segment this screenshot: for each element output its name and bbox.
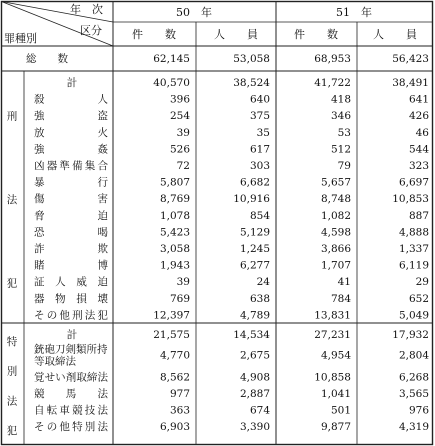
table-cell-value: 24 [256,276,270,289]
table-cell-value: 72 [176,160,190,172]
row-label: 計 [66,77,78,89]
table-cell-value: 854 [249,209,270,222]
table-cell-value: 303 [249,160,270,172]
side-category-label: 別 [6,365,18,378]
row-label: 殺 人 [34,93,108,106]
table-cell-value: 13,831 [314,309,351,322]
row-label: その他特別法 [34,421,108,434]
side-category-label: 犯 [6,425,18,438]
table-cell-value: 641 [408,93,429,106]
table-cell-value: 254 [169,110,190,123]
year-1-header: 50 年 [176,6,212,19]
total-label: 総 数 [26,53,68,65]
row-label: 恐 喝 [34,226,108,239]
row-label: 競 馬 法 [34,387,108,400]
table-cell-value: 396 [169,93,190,106]
table-cell-value: 2,804 [398,349,429,362]
side-category-label: 犯 [6,277,18,290]
table-cell-value: 6,697 [398,176,429,189]
table-cell-value: 29 [415,276,429,289]
table-cell-value: 1,943 [159,259,190,272]
corner-year-label: 年 次 [70,3,103,16]
row-label: 脅 迫 [34,209,108,222]
table-cell-value: 4,770 [159,349,190,362]
row-label: 強 姦 [34,143,108,156]
table-cell-value: 10,858 [314,371,351,384]
year-2-header: 51 年 [336,6,372,19]
table-cell-value: 39 [176,126,190,139]
table-cell-value: 5,423 [159,226,190,239]
table-cell-value: 12,397 [153,309,190,322]
table-cell-value: 5,049 [398,309,429,322]
table-cell-value: 6,119 [398,259,429,272]
table-cell-value: 1,337 [398,243,429,255]
row-label: 器物損壊 [34,292,108,305]
table-cell-value: 3,866 [320,243,351,255]
row-label: 証人威迫 [34,276,108,289]
row-label: 凶器準備集合 [34,160,108,172]
table-cell-value: 21,575 [153,329,190,341]
table-cell-value: 501 [330,404,351,417]
table-cell-value: 4,954 [320,349,351,362]
row-label: 強 盗 [34,110,108,123]
side-category-label: 刑 [6,110,18,123]
table-cell-value: 4,598 [320,226,351,239]
table-cell-value: 8,562 [159,371,190,384]
row-label: 等取締法 [34,355,76,368]
table-cell-value: 2,887 [239,387,270,400]
table-cell-value: 640 [249,93,270,106]
table-cell-value: 35 [256,126,270,139]
table-cell-value: 375 [249,110,270,123]
table-cell-value: 887 [408,209,429,222]
table-cell-value: 512 [330,143,351,156]
table-cell-value: 1,041 [320,387,351,400]
table-cell-value: 652 [408,292,429,305]
table-cell-value: 53 [337,126,351,139]
corner-category-label: 区分 [80,24,102,37]
table-cell-value: 6,268 [398,371,429,384]
table-cell-value: 3,565 [398,387,429,400]
table-cell-value: 976 [408,404,429,417]
row-label: 銃砲刀剣類所持 [34,343,108,356]
table-cell-value: 418 [330,93,351,106]
table-cell-value: 323 [408,160,429,172]
row-label: 詐 欺 [34,243,108,255]
table-cell-value: 1,245 [239,243,270,255]
row-label: 放 火 [34,126,108,139]
table-cell-value: 674 [249,404,270,417]
table-cell-value: 1,082 [320,209,351,222]
year-1-cases-header: 件 数 [132,28,176,41]
corner-crime-type-label: 罪種別 [4,32,37,45]
table-cell-value: 41 [337,276,351,289]
table-cell-value: 784 [330,292,351,305]
table-cell-value: 363 [169,404,190,417]
table-cell-value: 6,682 [239,176,270,189]
table-cell-value: 41,722 [314,77,351,89]
table-cell-value: 38,491 [392,77,429,89]
table-cell-value: 6,903 [159,421,190,434]
side-category-label: 法 [6,194,18,206]
table-cell-value: 5,129 [239,226,270,239]
table-cell-value: 9,877 [320,421,351,434]
table-cell-value: 5,657 [320,176,351,189]
table-cell-value: 544 [408,143,429,156]
total-value: 68,953 [314,53,351,65]
table-cell-value: 426 [408,110,429,123]
table-cell-value: 8,748 [320,193,351,206]
table-cell-value: 769 [169,292,190,305]
table-cell-value: 10,853 [392,193,429,206]
table-cell-value: 38,524 [233,77,270,89]
table-cell-value: 638 [249,292,270,305]
row-label: その他刑法犯 [34,309,108,322]
side-category-label: 法 [6,395,18,408]
table-cell-value: 1,078 [159,209,190,222]
year-2-persons-header: 人 員 [373,28,417,41]
table-cell-value: 5,807 [159,176,190,189]
table-cell-value: 10,916 [233,193,270,206]
table-cell-value: 46 [415,126,429,139]
table-cell-value: 4,908 [239,371,270,384]
table-cell-value: 1,707 [320,259,351,272]
table-cell-value: 14,534 [233,329,270,341]
row-label: 覚せい剤取締法 [34,371,108,384]
table-cell-value: 17,932 [392,329,429,341]
total-value: 56,423 [392,53,429,65]
table-cell-value: 79 [337,160,351,172]
year-2-cases-header: 件 数 [294,28,338,41]
row-label: 計 [66,329,78,341]
table-cell-value: 617 [249,143,270,156]
table-cell-value: 3,058 [159,243,190,255]
table-cell-value: 40,570 [153,77,190,89]
table-cell-value: 3,390 [239,421,270,434]
table-cell-value: 4,789 [239,309,270,322]
table-cell-value: 39 [176,276,190,289]
table-cell-value: 4,888 [398,226,429,239]
table-cell-value: 2,675 [239,349,270,362]
side-category-label: 特 [6,335,18,348]
year-1-persons-header: 人 員 [214,28,258,41]
total-value: 53,058 [233,53,270,65]
table-cell-value: 526 [169,143,190,156]
table-cell-value: 4,319 [398,421,429,434]
total-value: 62,145 [153,53,190,65]
row-label: 暴 行 [34,176,108,189]
table-cell-value: 6,277 [239,259,270,272]
row-label: 自転車競技法 [34,404,108,417]
row-label: 傷 害 [34,193,108,206]
table-cell-value: 346 [330,110,351,123]
table-cell-value: 27,231 [314,329,351,341]
table-cell-value: 977 [169,387,190,400]
table-cell-value: 8,769 [159,193,190,206]
row-label: 賭 博 [34,259,108,272]
